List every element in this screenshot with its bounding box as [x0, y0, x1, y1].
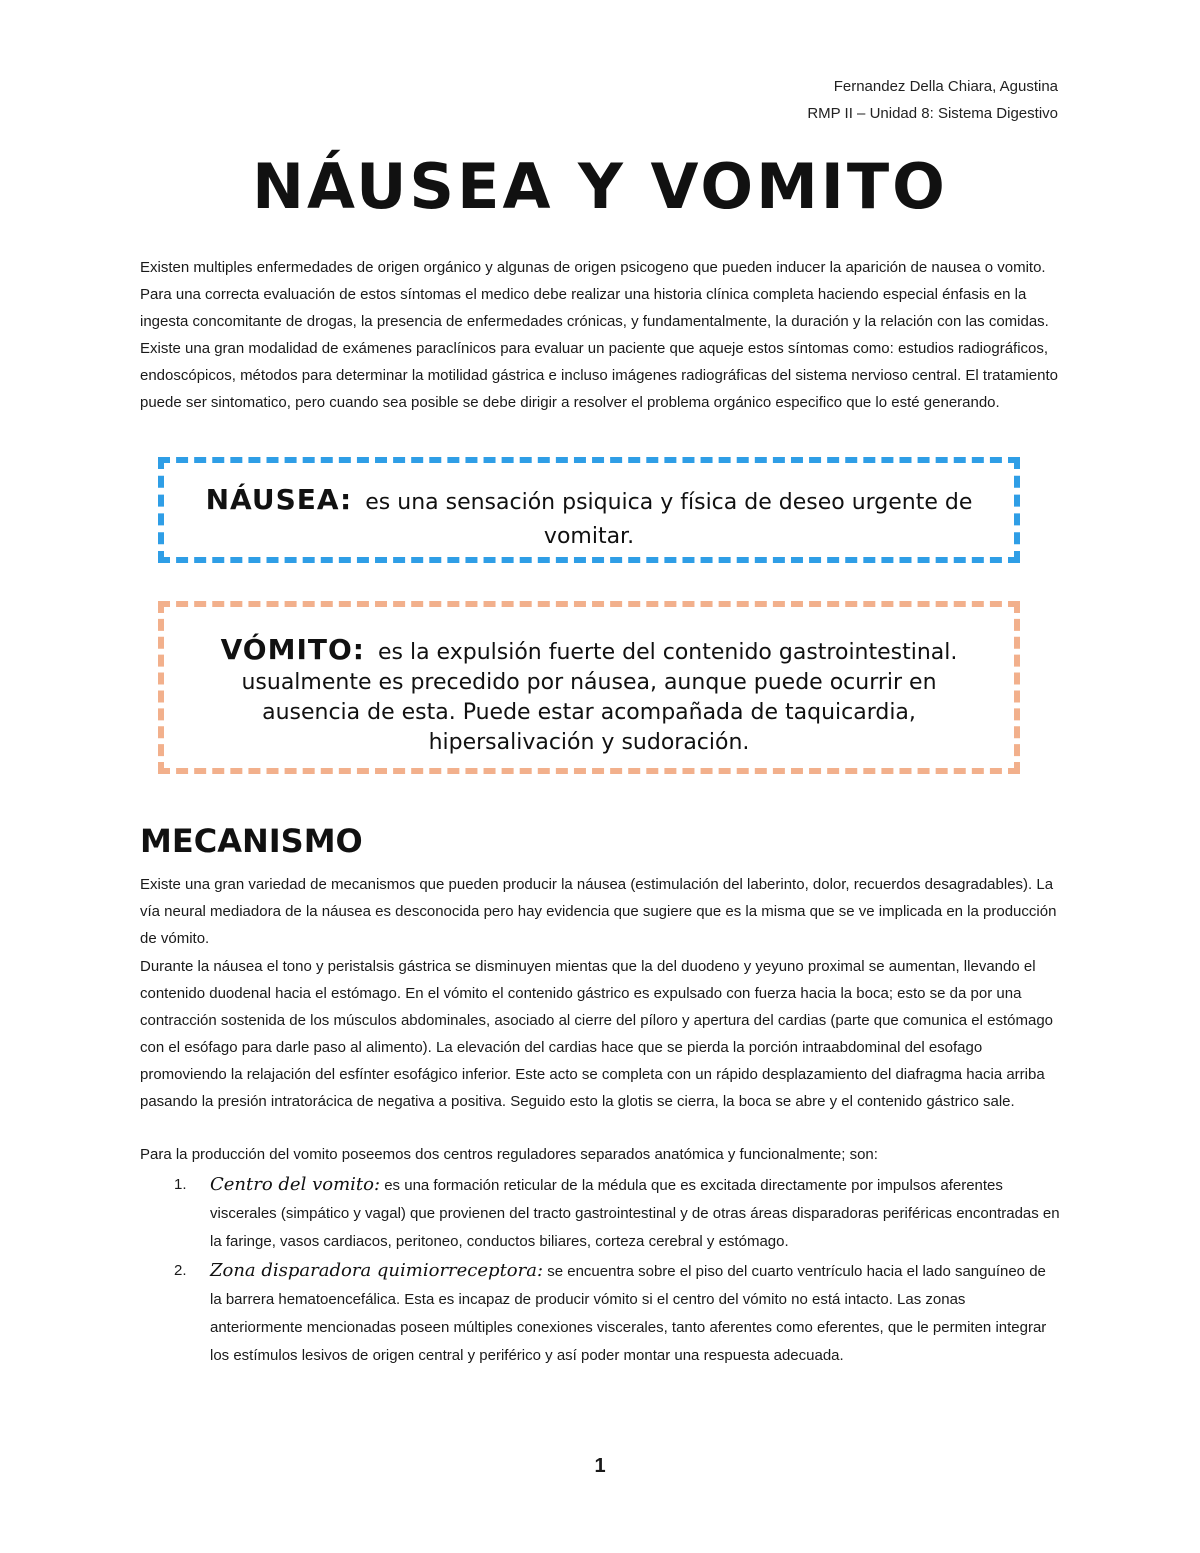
- nausea-definition-box: [158, 457, 1020, 563]
- header-author: Fernandez Della Chiara, Agustina: [833, 78, 1058, 95]
- list-item-lead: Zona disparadora quimiorreceptora:: [210, 1260, 544, 1281]
- list-item-text: es una formación reticular de la médula que es excitada directamente por impulsos aferentes viscerales (simpático y vagal) que provienen del tracto gastrointestinal y de otras áreas disparadoras periféricas encontradas en la faringe, vasos cardiacos, peritoneo, conductos biliares, corteza cerebral y estómago.: [210, 1177, 1060, 1250]
- list-item-number: 1.: [174, 1176, 187, 1193]
- vomito-definition-box: [158, 601, 1020, 774]
- nausea-term: NÁUSEA:: [205, 483, 353, 516]
- page-number: 1: [594, 1455, 606, 1477]
- list-item-lead: Centro del vomito:: [210, 1174, 381, 1195]
- header-course: RMP II – Unidad 8: Sistema Digestivo: [807, 105, 1058, 122]
- nausea-text: es una sensación psiquica y física de deseo urgente de vomitar.: [365, 490, 973, 549]
- page-title: NÁUSEA Y VOMITO: [252, 150, 948, 223]
- list-item: [174, 1171, 1060, 1256]
- list-item-number: 2.: [174, 1262, 187, 1279]
- vomito-term: VÓMITO:: [220, 633, 365, 666]
- list-item: [174, 1257, 1060, 1370]
- intro-paragraph: Existen multiples enfermedades de origen orgánico y algunas de origen psicogeno que pueden inducer la aparición de nausea o vomito. Para una correcta evaluación de estos síntomas el medico debe realizar una historia clínica completa haciendo especial énfasis en la ingesta concomitante de drogas, la presencia de enfermedades crónicas, y fundamentalmente, la duración y la relación con las comidas. Existe una gran modalidad de exámenes paraclínicos para evaluar un paciente que aqueje estos síntomas como: estudios radiográficos, endoscópicos, métodos para determinar la motilidad gástrica e incluso imágenes radiográficas del sistema nervioso central. El tratamiento puede ser sintomatico, pero cuando sea posible se debe dirigir a resolver el problema orgánico especifico que lo esté generando.: [140, 259, 1058, 411]
- mecanismo-heading: MECANISMO: [140, 822, 363, 860]
- mecanismo-paragraph-3: Para la producción del vomito poseemos dos centros reguladores separados anatómica y funcionalmente; son:: [140, 1146, 878, 1163]
- mecanismo-paragraph-1: Existe una gran variedad de mecanismos que pueden producir la náusea (estimulación del laberinto, dolor, recuerdos desagradables). La vía neural mediadora de la náusea es desconocida pero hay evidencia que sugiere que es la misma que se ve implicada en la producción de vómito.: [140, 876, 1057, 947]
- list-item-text: se encuentra sobre el piso del cuarto ventrículo hacia el lado sanguíneo de la barrera hematoencefálica. Esta es incapaz de producir vómito si el centro del vómito no está intacto. Las zonas anteriormente mencionadas poseen múltiples conexiones viscerales, tanto aferentes como eferentes, que le permiten integrar los estímulos lesivos de origen central y periférico y así poder montar una respuesta adecuada.: [210, 1263, 1047, 1364]
- vomito-text: es la expulsión fuerte del contenido gastrointestinal. usualmente es precedido por náusea, aunque puede ocurrir en ausencia de esta. Puede estar acompañada de taquicardia, hipersalivación y sudoración.: [241, 640, 958, 755]
- mecanismo-paragraph-2: Durante la náusea el tono y peristalsis gástrica se disminuyen mientas que la del duodeno y yeyuno proximal se aumentan, llevando el contenido duodenal hacia el estómago. En el vómito el contenido gástrico es expulsado con fuerza hacia la boca; esto se da por una contracción sostenida de los músculos abdominales, asociado al cierre del píloro y apertura del cardias (parte que comunica el estómago con el esófago para darle paso al alimento). La elevación del cardias hace que se pierda la porción intraabdominal del esofago promoviendo la relajación del esfínter esofágico inferior. Este acto se completa con un rápido desplazamiento del diafragma hacia arriba pasando la presión intratorácica de negativa a positiva. Seguido esto la glotis se cierra, la boca se abre y el contenido gástrico sale.: [140, 958, 1054, 1110]
